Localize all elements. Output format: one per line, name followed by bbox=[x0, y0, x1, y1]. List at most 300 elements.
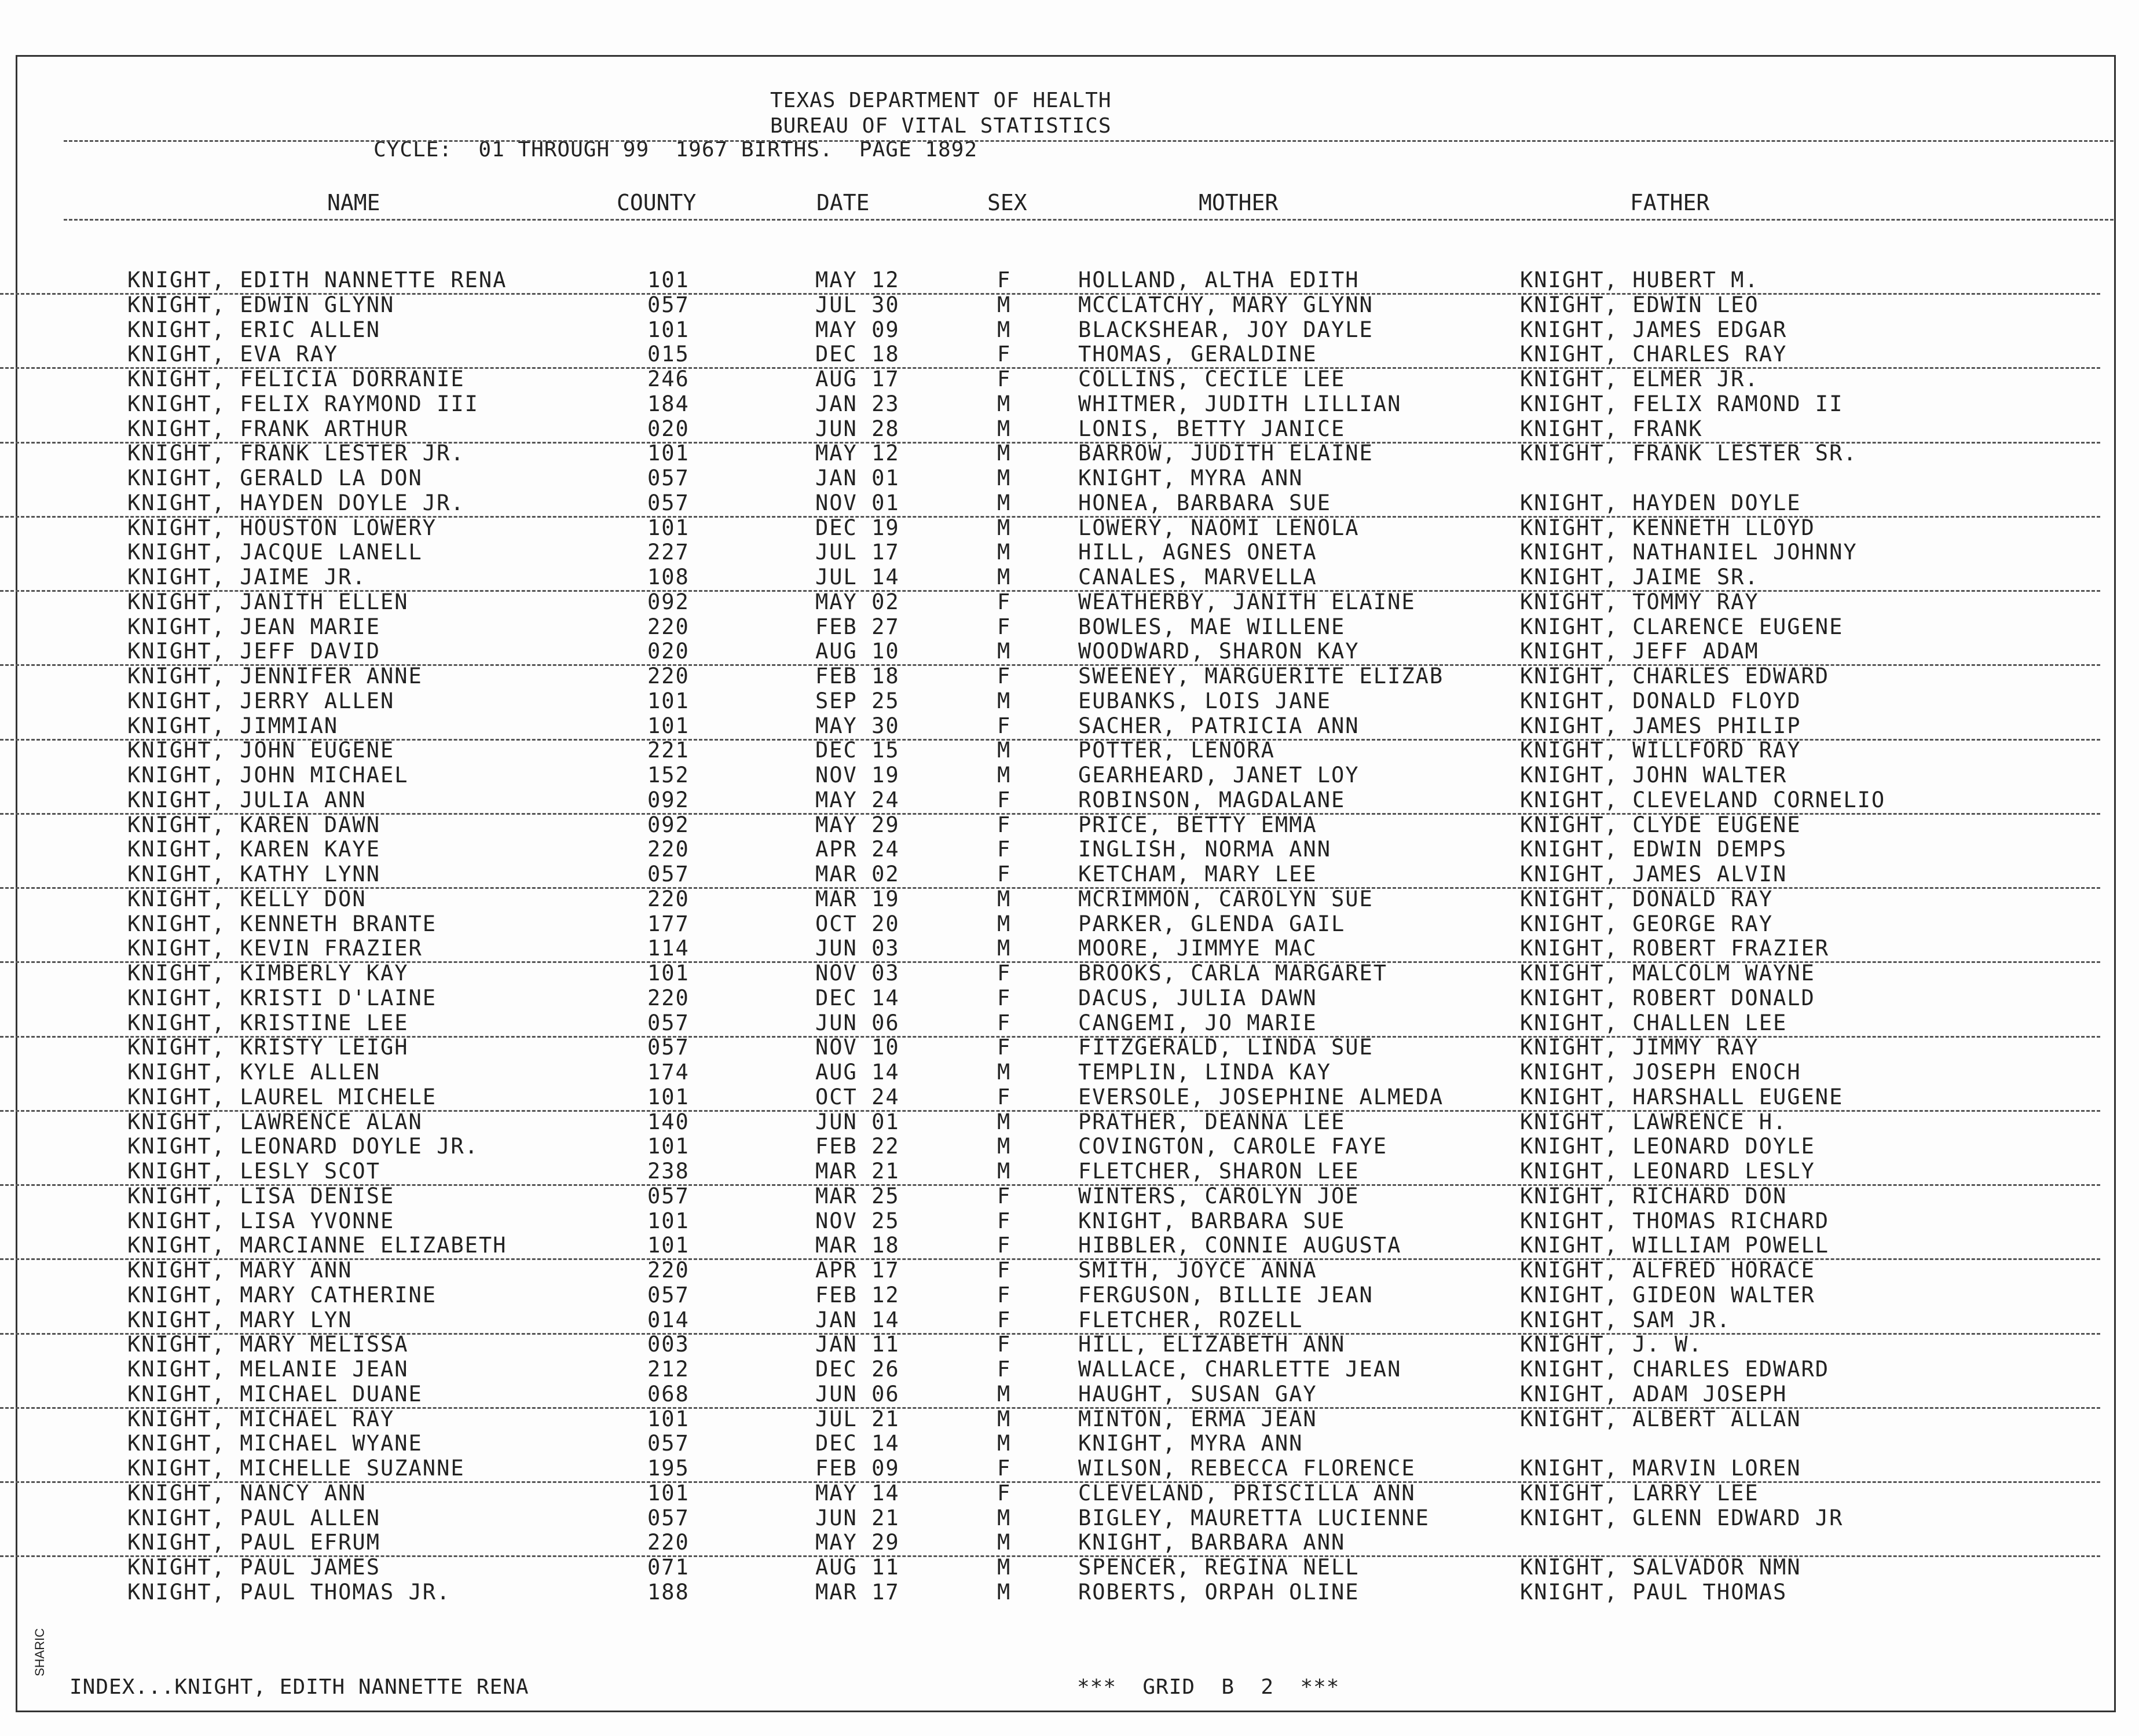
cell-date: DEC 26 bbox=[815, 1357, 900, 1382]
cell-date: MAR 02 bbox=[815, 862, 900, 887]
cell-county: 114 bbox=[647, 936, 690, 961]
cell-sex: M bbox=[997, 490, 1012, 515]
cell-father: KNIGHT, FRANK LESTER SR. bbox=[1520, 441, 1858, 466]
cell-mother: LOWERY, NAOMI LENOLA bbox=[1078, 515, 1360, 540]
cell-father: KNIGHT, CHARLES EDWARD bbox=[1520, 664, 1830, 688]
cell-mother: INGLISH, NORMA ANN bbox=[1078, 837, 1331, 862]
table-row bbox=[0, 391, 2100, 417]
cell-father: KNIGHT, HARSHALL EUGENE bbox=[1520, 1084, 1844, 1109]
cell-sex: M bbox=[997, 1134, 1012, 1159]
cell-name: KNIGHT, LEONARD DOYLE JR. bbox=[127, 1134, 479, 1159]
table-row bbox=[0, 317, 2100, 343]
cell-county: 014 bbox=[647, 1307, 690, 1332]
cell-name: KNIGHT, EDITH NANNETTE RENA bbox=[127, 268, 507, 292]
cell-name: KNIGHT, LISA YVONNE bbox=[127, 1208, 395, 1233]
cell-mother: PARKER, GLENDA GAIL bbox=[1078, 911, 1346, 936]
header-title: TEXAS DEPARTMENT OF HEALTH bbox=[770, 89, 1112, 112]
cell-date: JUN 06 bbox=[815, 1381, 900, 1407]
cell-mother: SMITH, JOYCE ANNA bbox=[1078, 1258, 1317, 1283]
cell-mother: MINTON, ERMA JEAN bbox=[1078, 1406, 1317, 1431]
cell-father: KNIGHT, GLENN EDWARD JR bbox=[1520, 1505, 1844, 1530]
col-header-father: FATHER bbox=[1630, 190, 1710, 215]
cell-mother: KNIGHT, MYRA ANN bbox=[1078, 1431, 1303, 1456]
table-row bbox=[0, 1332, 2100, 1357]
table-row bbox=[0, 911, 2100, 937]
cell-mother: ROBINSON, MAGDALANE bbox=[1078, 787, 1346, 812]
cell-county: 057 bbox=[647, 1505, 690, 1530]
cell-sex: F bbox=[997, 1282, 1012, 1308]
index-label: INDEX...KNIGHT, EDITH NANNETTE RENA bbox=[69, 1675, 529, 1699]
cell-name: KNIGHT, FELICIA DORRANIE bbox=[127, 367, 465, 391]
cell-date: MAY 29 bbox=[815, 812, 900, 837]
cell-county: 101 bbox=[647, 961, 690, 986]
cell-mother: SPENCER, REGINA NELL bbox=[1078, 1555, 1360, 1580]
cell-sex: M bbox=[997, 540, 1012, 565]
table-row bbox=[0, 1382, 2100, 1409]
table-row bbox=[0, 788, 2100, 815]
cell-county: 057 bbox=[647, 292, 690, 317]
header-cycle: CYCLE: 01 THROUGH 99 1967 BIRTHS. PAGE 1892 bbox=[373, 138, 977, 162]
cell-date: MAY 12 bbox=[815, 268, 900, 292]
cell-date: MAY 24 bbox=[815, 787, 900, 812]
col-header-date: DATE bbox=[816, 190, 870, 215]
cell-mother: SACHER, PATRICIA ANN bbox=[1078, 713, 1360, 738]
cell-sex: F bbox=[997, 614, 1012, 639]
table-row bbox=[0, 1580, 2100, 1605]
col-header-name: NAME bbox=[327, 190, 380, 215]
table-row bbox=[0, 1407, 2100, 1432]
table-row bbox=[0, 738, 2100, 763]
cell-mother: WOODWARD, SHARON KAY bbox=[1078, 639, 1360, 664]
cell-date: AUG 10 bbox=[815, 639, 900, 664]
cell-mother: TEMPLIN, LINDA KAY bbox=[1078, 1060, 1331, 1085]
cell-date: MAY 14 bbox=[815, 1480, 900, 1506]
cell-name: KNIGHT, KENNETH BRANTE bbox=[127, 911, 437, 936]
cell-sex: M bbox=[997, 936, 1012, 961]
cell-sex: M bbox=[997, 1530, 1012, 1555]
cell-county: 101 bbox=[647, 1134, 690, 1159]
cell-father: KNIGHT, WILLFORD RAY bbox=[1520, 738, 1801, 763]
cell-father: KNIGHT, CHARLES RAY bbox=[1520, 342, 1788, 367]
cell-mother: WINTERS, CAROLYN JOE bbox=[1078, 1183, 1360, 1208]
cell-name: KNIGHT, PAUL THOMAS JR. bbox=[127, 1579, 451, 1605]
cell-date: MAR 25 bbox=[815, 1183, 900, 1208]
cell-county: 057 bbox=[647, 862, 690, 887]
cell-date: MAY 09 bbox=[815, 317, 900, 342]
cell-father: KNIGHT, CLARENCE EUGENE bbox=[1520, 614, 1844, 639]
cell-county: 071 bbox=[647, 1555, 690, 1580]
table-row bbox=[0, 565, 2100, 592]
cell-father: KNIGHT, CHARLES EDWARD bbox=[1520, 1357, 1830, 1382]
cell-name: KNIGHT, MICHAEL RAY bbox=[127, 1406, 395, 1431]
cell-date: FEB 09 bbox=[815, 1456, 900, 1481]
cell-county: 101 bbox=[647, 1233, 690, 1258]
cell-name: KNIGHT, JAIME JR. bbox=[127, 565, 367, 589]
cell-date: AUG 11 bbox=[815, 1555, 900, 1580]
cell-county: 221 bbox=[647, 738, 690, 763]
cell-name: KNIGHT, PAUL JAMES bbox=[127, 1555, 380, 1580]
cell-father: KNIGHT, JOHN WALTER bbox=[1520, 763, 1788, 788]
cell-mother: ROBERTS, ORPAH OLINE bbox=[1078, 1579, 1360, 1605]
cell-name: KNIGHT, JEFF DAVID bbox=[127, 639, 380, 664]
cell-county: 220 bbox=[647, 886, 690, 911]
cell-sex: F bbox=[997, 1183, 1012, 1208]
cell-date: FEB 12 bbox=[815, 1282, 900, 1308]
table-row bbox=[0, 1506, 2100, 1531]
table-row bbox=[0, 1431, 2100, 1456]
table-row bbox=[0, 812, 2100, 838]
cell-county: 227 bbox=[647, 540, 690, 565]
cell-date: SEP 25 bbox=[815, 688, 900, 713]
cell-sex: F bbox=[997, 812, 1012, 837]
cell-father: KNIGHT, MALCOLM WAYNE bbox=[1520, 961, 1815, 986]
cell-date: DEC 14 bbox=[815, 1431, 900, 1456]
cell-county: 101 bbox=[647, 713, 690, 738]
cell-sex: F bbox=[997, 1456, 1012, 1481]
cell-father: KNIGHT, ALFRED HORACE bbox=[1520, 1258, 1815, 1283]
cell-name: KNIGHT, NANCY ANN bbox=[127, 1480, 367, 1506]
cell-mother: EUBANKS, LOIS JANE bbox=[1078, 688, 1331, 713]
cell-county: 057 bbox=[647, 1183, 690, 1208]
table-row bbox=[0, 961, 2100, 986]
cell-name: KNIGHT, KELLY DON bbox=[127, 886, 367, 911]
cell-father: KNIGHT, HAYDEN DOYLE bbox=[1520, 490, 1801, 515]
cell-mother: FLETCHER, SHARON LEE bbox=[1078, 1159, 1360, 1184]
cell-father: KNIGHT, LAWRENCE H. bbox=[1520, 1109, 1788, 1134]
cell-name: KNIGHT, MARY ANN bbox=[127, 1258, 353, 1283]
table-row bbox=[0, 688, 2100, 714]
cell-name: KNIGHT, LESLY SCOT bbox=[127, 1159, 380, 1184]
cell-name: KNIGHT, JERRY ALLEN bbox=[127, 688, 395, 713]
cell-mother: WILSON, REBECCA FLORENCE bbox=[1078, 1456, 1416, 1481]
cell-father: KNIGHT, DONALD RAY bbox=[1520, 886, 1773, 911]
cell-sex: M bbox=[997, 416, 1012, 441]
cell-mother: WALLACE, CHARLETTE JEAN bbox=[1078, 1357, 1402, 1382]
cell-father: KNIGHT, RICHARD DON bbox=[1520, 1183, 1788, 1208]
cell-name: KNIGHT, KATHY LYNN bbox=[127, 862, 380, 887]
cell-name: KNIGHT, EVA RAY bbox=[127, 342, 339, 367]
cell-sex: M bbox=[997, 886, 1012, 911]
cell-date: FEB 22 bbox=[815, 1134, 900, 1159]
cell-date: DEC 19 bbox=[815, 515, 900, 540]
cell-county: 101 bbox=[647, 515, 690, 540]
cell-father: KNIGHT, PAUL THOMAS bbox=[1520, 1579, 1788, 1605]
cell-sex: F bbox=[997, 268, 1012, 292]
cell-sex: F bbox=[997, 862, 1012, 887]
table-row bbox=[0, 441, 2100, 466]
cell-mother: HAUGHT, SUSAN GAY bbox=[1078, 1381, 1317, 1407]
cell-date: JUL 30 bbox=[815, 292, 900, 317]
cell-county: 246 bbox=[647, 367, 690, 391]
cell-county: 057 bbox=[647, 1035, 690, 1060]
cell-date: MAY 02 bbox=[815, 589, 900, 614]
table-row bbox=[0, 1184, 2100, 1209]
cell-date: JUN 01 bbox=[815, 1109, 900, 1134]
cell-sex: F bbox=[997, 1233, 1012, 1258]
cell-sex: M bbox=[997, 1060, 1012, 1085]
cell-name: KNIGHT, HOUSTON LOWERY bbox=[127, 515, 437, 540]
cell-father: KNIGHT, HUBERT M. bbox=[1520, 268, 1759, 292]
cell-name: KNIGHT, PAUL EFRUM bbox=[127, 1530, 380, 1555]
cell-sex: F bbox=[997, 1307, 1012, 1332]
cell-mother: KNIGHT, BARBARA SUE bbox=[1078, 1208, 1346, 1233]
table-row bbox=[0, 1134, 2100, 1159]
cell-name: KNIGHT, MELANIE JEAN bbox=[127, 1357, 409, 1382]
col-header-sex: SEX bbox=[987, 190, 1027, 215]
cell-mother: SWEENEY, MARGUERITE ELIZAB bbox=[1078, 664, 1444, 688]
cell-county: 220 bbox=[647, 837, 690, 862]
cell-mother: MOORE, JIMMYE MAC bbox=[1078, 936, 1317, 961]
cell-father: KNIGHT, EDWIN LEO bbox=[1520, 292, 1759, 317]
cell-county: 101 bbox=[647, 1480, 690, 1506]
cell-name: KNIGHT, MICHAEL DUANE bbox=[127, 1381, 423, 1407]
cell-sex: M bbox=[997, 1159, 1012, 1184]
cell-sex: M bbox=[997, 317, 1012, 342]
table-row bbox=[0, 837, 2100, 862]
cell-name: KNIGHT, LAWRENCE ALAN bbox=[127, 1109, 423, 1134]
cell-date: JUN 21 bbox=[815, 1505, 900, 1530]
cell-county: 184 bbox=[647, 391, 690, 416]
cell-sex: M bbox=[997, 1109, 1012, 1134]
cell-county: 101 bbox=[647, 317, 690, 342]
cell-mother: EVERSOLE, JOSEPHINE ALMEDA bbox=[1078, 1084, 1444, 1109]
cell-father: KNIGHT, ALBERT ALLAN bbox=[1520, 1406, 1801, 1431]
cell-sex: M bbox=[997, 391, 1012, 416]
cell-date: JUN 28 bbox=[815, 416, 900, 441]
header-rule bbox=[64, 140, 2114, 142]
table-row bbox=[0, 1555, 2100, 1580]
cell-father: KNIGHT, JIMMY RAY bbox=[1520, 1035, 1759, 1060]
table-row bbox=[0, 1035, 2100, 1060]
table-row bbox=[0, 589, 2100, 615]
cell-name: KNIGHT, MARY LYN bbox=[127, 1307, 353, 1332]
cell-county: 057 bbox=[647, 490, 690, 515]
cell-father: KNIGHT, NATHANIEL JOHNNY bbox=[1520, 540, 1858, 565]
cell-county: 101 bbox=[647, 1208, 690, 1233]
cell-name: KNIGHT, KRISTI D'LAINE bbox=[127, 985, 437, 1010]
cell-mother: COLLINS, CECILE LEE bbox=[1078, 367, 1346, 391]
table-row bbox=[0, 1258, 2100, 1283]
cell-sex: F bbox=[997, 1208, 1012, 1233]
cell-county: 101 bbox=[647, 688, 690, 713]
cell-name: KNIGHT, KAREN KAYE bbox=[127, 837, 380, 862]
table-row bbox=[0, 1060, 2100, 1085]
cell-sex: F bbox=[997, 713, 1012, 738]
cell-sex: M bbox=[997, 688, 1012, 713]
cell-date: FEB 18 bbox=[815, 664, 900, 688]
cell-sex: M bbox=[997, 1555, 1012, 1580]
cell-mother: BARROW, JUDITH ELAINE bbox=[1078, 441, 1373, 466]
cell-father: KNIGHT, THOMAS RICHARD bbox=[1520, 1208, 1830, 1233]
cell-father: KNIGHT, GIDEON WALTER bbox=[1520, 1282, 1815, 1308]
cell-mother: HONEA, BARBARA SUE bbox=[1078, 490, 1331, 515]
cell-county: 188 bbox=[647, 1579, 690, 1605]
table-row bbox=[0, 292, 2100, 318]
cell-date: JAN 23 bbox=[815, 391, 900, 416]
cell-sex: M bbox=[997, 441, 1012, 466]
cell-date: OCT 24 bbox=[815, 1084, 900, 1109]
table-row bbox=[0, 1530, 2100, 1557]
cell-county: 057 bbox=[647, 466, 690, 490]
cell-sex: M bbox=[997, 1579, 1012, 1605]
cell-name: KNIGHT, JACQUE LANELL bbox=[127, 540, 423, 565]
cell-mother: BLACKSHEAR, JOY DAYLE bbox=[1078, 317, 1373, 342]
cell-sex: M bbox=[997, 738, 1012, 763]
cell-county: 003 bbox=[647, 1332, 690, 1357]
table-row bbox=[0, 1010, 2100, 1038]
cell-sex: M bbox=[997, 565, 1012, 589]
cell-father: KNIGHT, SALVADOR NMN bbox=[1520, 1555, 1801, 1580]
table-row bbox=[0, 986, 2100, 1011]
cell-father: KNIGHT, GEORGE RAY bbox=[1520, 911, 1773, 936]
cell-name: KNIGHT, FRANK LESTER JR. bbox=[127, 441, 465, 466]
cell-mother: BROOKS, CARLA MARGARET bbox=[1078, 961, 1388, 986]
cell-date: JUL 14 bbox=[815, 565, 900, 589]
col-header-county: COUNTY bbox=[617, 190, 697, 215]
cell-mother: BIGLEY, MAURETTA LUCIENNE bbox=[1078, 1505, 1430, 1530]
cell-date: NOV 01 bbox=[815, 490, 900, 515]
cell-mother: LONIS, BETTY JANICE bbox=[1078, 416, 1346, 441]
table-row bbox=[0, 1159, 2100, 1186]
cell-date: NOV 19 bbox=[815, 763, 900, 788]
cell-name: KNIGHT, ERIC ALLEN bbox=[127, 317, 380, 342]
table-row bbox=[0, 1085, 2100, 1112]
cell-name: KNIGHT, FRANK ARTHUR bbox=[127, 416, 409, 441]
cell-mother: CANALES, MARVELLA bbox=[1078, 565, 1317, 589]
cell-mother: PRICE, BETTY EMMA bbox=[1078, 812, 1317, 837]
cell-sex: F bbox=[997, 342, 1012, 367]
cell-county: 020 bbox=[647, 416, 690, 441]
cell-county: 212 bbox=[647, 1357, 690, 1382]
cell-date: FEB 27 bbox=[815, 614, 900, 639]
cell-father: KNIGHT, CLYDE EUGENE bbox=[1520, 812, 1801, 837]
cell-father: KNIGHT, FRANK bbox=[1520, 416, 1703, 441]
table-row bbox=[0, 862, 2100, 889]
cell-county: 015 bbox=[647, 342, 690, 367]
table-row bbox=[0, 936, 2100, 963]
cell-county: 220 bbox=[647, 1530, 690, 1555]
cell-mother: HOLLAND, ALTHA EDITH bbox=[1078, 268, 1360, 292]
cell-mother: POTTER, LENORA bbox=[1078, 738, 1275, 763]
cell-father: KNIGHT, TOMMY RAY bbox=[1520, 589, 1759, 614]
cell-mother: FLETCHER, ROZELL bbox=[1078, 1307, 1303, 1332]
cell-father: KNIGHT, SAM JR. bbox=[1520, 1307, 1731, 1332]
cell-sex: F bbox=[997, 787, 1012, 812]
cell-date: APR 24 bbox=[815, 837, 900, 862]
cell-county: 220 bbox=[647, 614, 690, 639]
cell-date: NOV 10 bbox=[815, 1035, 900, 1060]
cell-name: KNIGHT, MARY MELISSA bbox=[127, 1332, 409, 1357]
cell-father: KNIGHT, WILLIAM POWELL bbox=[1520, 1233, 1830, 1258]
cell-father: KNIGHT, JAMES EDGAR bbox=[1520, 317, 1788, 342]
cell-county: 101 bbox=[647, 1406, 690, 1431]
cell-sex: F bbox=[997, 985, 1012, 1010]
cell-father: KNIGHT, KENNETH LLOYD bbox=[1520, 515, 1815, 540]
column-header-rule bbox=[64, 219, 2114, 221]
cell-father: KNIGHT, ELMER JR. bbox=[1520, 367, 1759, 391]
cell-mother: CANGEMI, JO MARIE bbox=[1078, 1010, 1317, 1035]
table-row bbox=[0, 614, 2100, 640]
cell-date: MAR 17 bbox=[815, 1579, 900, 1605]
cell-sex: F bbox=[997, 1258, 1012, 1283]
cell-date: NOV 25 bbox=[815, 1208, 900, 1233]
cell-name: KNIGHT, KEVIN FRAZIER bbox=[127, 936, 423, 961]
cell-date: JAN 11 bbox=[815, 1332, 900, 1357]
cell-mother: MCRIMMON, CAROLYN SUE bbox=[1078, 886, 1373, 911]
cell-sex: F bbox=[997, 664, 1012, 688]
cell-father: KNIGHT, CHALLEN LEE bbox=[1520, 1010, 1788, 1035]
cell-mother: WHITMER, JUDITH LILLIAN bbox=[1078, 391, 1402, 416]
cell-mother: COVINGTON, CAROLE FAYE bbox=[1078, 1134, 1388, 1159]
cell-mother: DACUS, JULIA DAWN bbox=[1078, 985, 1317, 1010]
cell-sex: F bbox=[997, 1480, 1012, 1506]
cell-mother: FERGUSON, BILLIE JEAN bbox=[1078, 1282, 1373, 1308]
cell-date: AUG 17 bbox=[815, 367, 900, 391]
cell-sex: F bbox=[997, 961, 1012, 986]
cell-name: KNIGHT, KRISTINE LEE bbox=[127, 1010, 409, 1035]
cell-name: KNIGHT, MICHELLE SUZANNE bbox=[127, 1456, 465, 1481]
cell-county: 057 bbox=[647, 1282, 690, 1308]
cell-county: 101 bbox=[647, 441, 690, 466]
cell-mother: WEATHERBY, JANITH ELAINE bbox=[1078, 589, 1416, 614]
cell-name: KNIGHT, HAYDEN DOYLE JR. bbox=[127, 490, 465, 515]
cell-name: KNIGHT, EDWIN GLYNN bbox=[127, 292, 395, 317]
cell-sex: M bbox=[997, 1381, 1012, 1407]
cell-father: KNIGHT, FELIX RAMOND II bbox=[1520, 391, 1844, 416]
cell-name: KNIGHT, FELIX RAYMOND III bbox=[127, 391, 479, 416]
cell-father: KNIGHT, MARVIN LOREN bbox=[1520, 1456, 1801, 1481]
cell-father: KNIGHT, ROBERT DONALD bbox=[1520, 985, 1815, 1010]
table-row bbox=[0, 1109, 2100, 1135]
cell-mother: CLEVELAND, PRISCILLA ANN bbox=[1078, 1480, 1416, 1506]
cell-father: KNIGHT, JAMES ALVIN bbox=[1520, 862, 1788, 887]
cell-mother: FITZGERALD, LINDA SUE bbox=[1078, 1035, 1373, 1060]
cell-date: DEC 14 bbox=[815, 985, 900, 1010]
cell-sex: M bbox=[997, 639, 1012, 664]
cell-date: MAR 19 bbox=[815, 886, 900, 911]
cell-father: KNIGHT, JAIME SR. bbox=[1520, 565, 1759, 589]
cell-name: KNIGHT, JULIA ANN bbox=[127, 787, 367, 812]
cell-date: JUL 17 bbox=[815, 540, 900, 565]
cell-father: KNIGHT, ADAM JOSEPH bbox=[1520, 1381, 1788, 1407]
cell-name: KNIGHT, LISA DENISE bbox=[127, 1183, 395, 1208]
cell-county: 108 bbox=[647, 565, 690, 589]
cell-county: 195 bbox=[647, 1456, 690, 1481]
sharic-stamp: SHARIC bbox=[32, 1628, 47, 1676]
table-row bbox=[0, 416, 2100, 444]
cell-county: 220 bbox=[647, 985, 690, 1010]
cell-name: KNIGHT, JEAN MARIE bbox=[127, 614, 380, 639]
cell-sex: F bbox=[997, 1357, 1012, 1382]
cell-name: KNIGHT, PAUL ALLEN bbox=[127, 1505, 380, 1530]
cell-county: 101 bbox=[647, 268, 690, 292]
cell-county: 220 bbox=[647, 1258, 690, 1283]
cell-mother: HILL, AGNES ONETA bbox=[1078, 540, 1317, 565]
table-row bbox=[0, 342, 2100, 369]
cell-date: JUN 03 bbox=[815, 936, 900, 961]
cell-sex: M bbox=[997, 292, 1012, 317]
table-row bbox=[0, 540, 2100, 565]
cell-date: MAY 30 bbox=[815, 713, 900, 738]
table-row bbox=[0, 763, 2100, 788]
cell-mother: PRATHER, DEANNA LEE bbox=[1078, 1109, 1346, 1134]
cell-name: KNIGHT, MARCIANNE ELIZABETH bbox=[127, 1233, 507, 1258]
table-row bbox=[0, 1283, 2100, 1308]
cell-sex: M bbox=[997, 763, 1012, 788]
cell-sex: M bbox=[997, 466, 1012, 490]
cell-county: 092 bbox=[647, 812, 690, 837]
cell-mother: KETCHAM, MARY LEE bbox=[1078, 862, 1317, 887]
